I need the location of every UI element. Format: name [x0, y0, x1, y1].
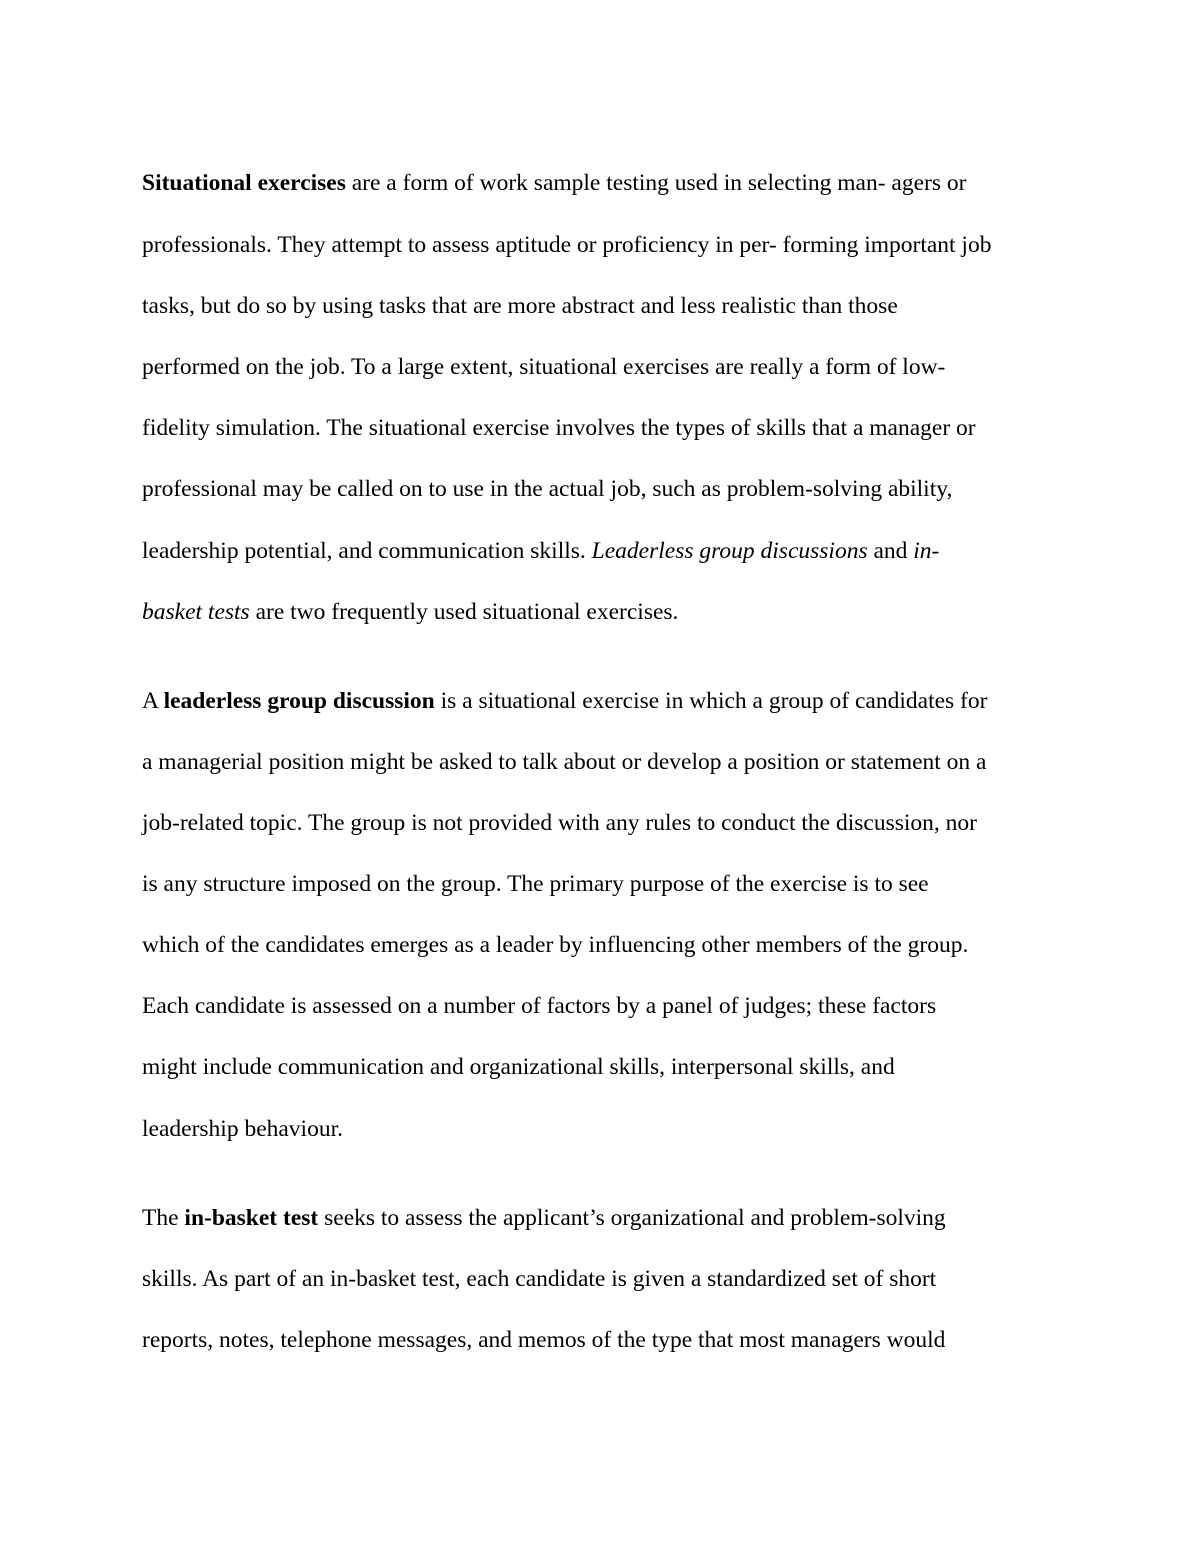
text-run: The: [142, 1205, 185, 1231]
text-line: [142, 1114, 343, 1144]
text-run: A: [142, 688, 164, 714]
text-run: job-related topic. The group is not provided with any rules to conduct the discussion, nor: [142, 810, 977, 836]
text-line: [142, 808, 977, 838]
text-line: [142, 1264, 936, 1294]
text-run: fidelity simulation. The situational exercise involves the types of skills that a manager or: [142, 415, 976, 441]
text-line: [142, 686, 987, 716]
text-run: is any structure imposed on the group. The primary purpose of the exercise is to see: [142, 871, 929, 897]
text-line: [142, 930, 968, 960]
text-line: [142, 1203, 946, 1233]
text-line: [142, 413, 976, 443]
text-run: leadership behaviour.: [142, 1116, 343, 1142]
text-run: are a form of work sample testing used in selecting man- agers or: [345, 170, 967, 196]
text-run: performed on the job. To a large extent, situational exercises are really a form of low-: [142, 354, 946, 380]
text-line: [142, 230, 991, 260]
text-run: is a situational exercise in which a group of candidates for: [434, 688, 988, 714]
text-run: which of the candidates emerges as a leader by influencing other members of the group.: [142, 932, 969, 958]
text-run: reports, notes, telephone messages, and memos of the type that most managers would: [142, 1327, 946, 1353]
text-run: professional may be called on to use in the actual job, such as problem-solving ability,: [142, 476, 953, 502]
text-run: a managerial position might be asked to talk about or develop a position or statement on a: [142, 749, 987, 775]
text-line: [142, 536, 939, 566]
text-run: and: [867, 538, 914, 564]
text-line: [142, 869, 929, 899]
text-run: might include communication and organizational skills, interpersonal skills, and: [142, 1054, 895, 1080]
text-run: Each candidate is assessed on a number of factors by a panel of judges; these factors: [142, 993, 937, 1019]
text-line: [142, 597, 678, 627]
text-run: skills. As part of an in-basket test, each candidate is given a standardized set of short: [142, 1266, 937, 1292]
text-line: [142, 1325, 945, 1355]
term-in-basket-tests-end: basket tests: [142, 599, 250, 625]
text-run: seeks to assess the applicant’s organizational and problem-solving: [318, 1205, 946, 1231]
text-run: professionals. They attempt to assess aptitude or proficiency in per- forming important job: [142, 232, 992, 258]
text-line: [142, 1052, 895, 1082]
term-in-basket-tests-start: in-: [913, 538, 940, 564]
text-run: are two frequently used situational exercises.: [249, 599, 679, 625]
text-line: [142, 474, 952, 504]
text-line: [142, 747, 987, 777]
text-run: leadership potential, and communication skills.: [142, 538, 592, 564]
text-line: [142, 352, 945, 382]
term-situational-exercises: Situational exercises: [142, 170, 346, 196]
text-run: tasks, but do so by using tasks that are more abstract and less realistic than those: [142, 293, 898, 319]
term-leaderless-group-discussions: Leaderless group discussions: [591, 538, 868, 564]
text-line: [142, 168, 966, 198]
text-line: [142, 291, 898, 321]
term-leaderless-group-discussion: leaderless group discussion: [163, 688, 435, 714]
text-line: [142, 991, 936, 1021]
term-in-basket-test: in-basket test: [184, 1205, 319, 1231]
